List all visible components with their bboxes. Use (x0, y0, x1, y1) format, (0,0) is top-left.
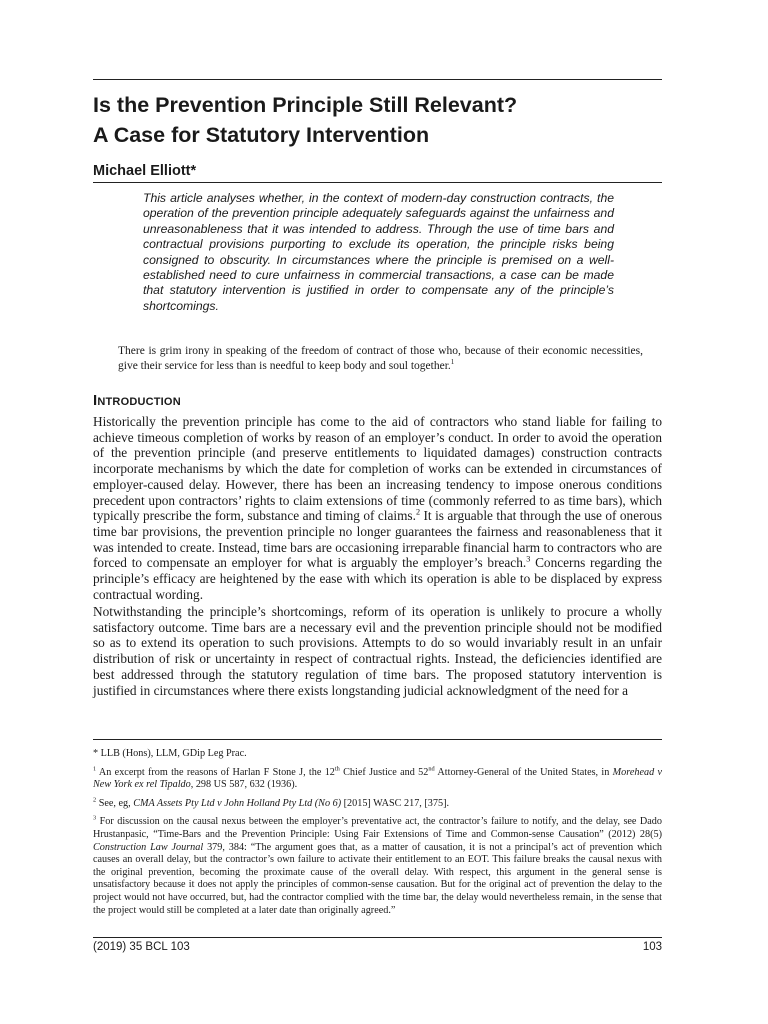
title-line-2: A Case for Statutory Intervention (93, 123, 430, 147)
footnote-1-text: An excerpt from the reasons of Harlan F Stone J, the 12 (96, 766, 335, 778)
footnote-2-text: [2015] WASC 217, [375]. (341, 797, 450, 809)
epigraph (118, 344, 643, 373)
para1-text-c: Concerns regarding the principle’s efficacy are heightened by the ease with which its operation is able to be displaced by express contractual wording. (93, 555, 662, 602)
ordinal-suffix: nd (428, 765, 435, 773)
footnote-2-number: 2 (93, 796, 97, 804)
epigraph-text: There is grim irony in speaking of the freedom of contract of those who, because of their economic necessities, give their service for less than is needful to keep body and soul together. (118, 345, 643, 372)
footer-rule (93, 937, 662, 938)
top-rule (93, 79, 662, 80)
footnote-1 (93, 767, 662, 792)
para1-text-b: It is arguable that through the use of onerous time bar provisions, the prevention principle no longer guarantees the fairness and reasonableness that it was intended to create. Instead, time bars are occasioning irreparable financial harm to contractors who are forced to compensate an employer for what is arguably the employer’s breach. (93, 508, 663, 571)
footnote-3-text: 379, 384: “The argument goes that, as a matter of causation, it is not a principal’s act of prevention which causes an overall delay, but the contractor’s own failure to activate their entitlement to an EOT. This failure breaks the causal nexus with the original prevention, becoming the proximate cause of the overall delay. With respect, this argument in the general sense is unsatisfactory because it does not apply the principles of common-sense causation. But for the original act of prevention the delay to the project would not have occurred, but, had the contractor complied with the time bar, the delay would nevertheless remain, in the sense that the project would still be completed at a later date than originally agreed.” (93, 841, 662, 916)
body-paragraph-1 (93, 414, 662, 602)
journal-name: Construction Law Journal (93, 841, 204, 853)
footnote-1-text: , 298 US 587, 632 (1936). (190, 779, 298, 791)
footnote-1-number: 1 (93, 765, 97, 773)
section-heading-introduction: Introduction (93, 392, 181, 409)
footnote-ref-1: 1 (450, 357, 455, 366)
footnote-rule (93, 739, 662, 740)
footnote-3 (93, 816, 662, 917)
case-name: CMA Assets Pty Ltd v John Holland Pty Ltd (No 6) (133, 797, 342, 809)
author-name: Michael Elliott* (93, 163, 197, 179)
page-number: 103 (642, 941, 662, 953)
body-paragraph-2: Notwithstanding the principle’s shortcomings, reform of its operation is unlikely to procure a wholly satisfactory outcome. Time bars are a necessary evil and the prevention principle should not be modified so as to extend its operation to such provisions. Attempts to do so would invariably result in an unfair distribution of risk or uncertainty in respect of contractual rights. Instead, the deficiencies identified are best addressed through the statutory regulation of time bars. The proposed statutory intervention is justified in circumstances where there exists longstanding judicial acknowledgment of the need for a (93, 604, 662, 698)
footnote-ref-3: 3 (526, 554, 531, 564)
para1-text-a: Historically the prevention principle has come to the aid of contractors who stand liable for failing to achieve timeous completion of works by reason of an employer’s conduct. In order to avoid the operation of the prevention principle (and preserve entitlements to liquidated damages) construction contracts incorporate mechanisms by which the date for completion of works can be extended in circumstances of employer-caused delay. However, there has been an increasing tendency to impose onerous conditions precedent upon contractors’ rights to claim extensions of time (commonly referred to as time bars), which typically prescribe the form, substance and timing of claims. (93, 414, 662, 524)
footnote-1-text: Chief Justice and 52 (339, 766, 429, 778)
footnote-1-text: Attorney-General of the United States, in (434, 766, 613, 778)
article-title (93, 90, 668, 150)
footnotes (93, 748, 662, 923)
case-name: Morehead v New York ex rel Tipaldo (93, 766, 663, 791)
ordinal-suffix: th (334, 765, 340, 773)
footnote-ref-2: 2 (415, 507, 421, 517)
journal-citation: (2019) 35 BCL 103 (93, 941, 190, 953)
footnote-author: * LLB (Hons), LLM, GDip Leg Prac. (93, 748, 247, 759)
author-rule (93, 182, 662, 183)
footnote-2 (93, 798, 662, 811)
abstract: This article analyses whether, in the context of modern-day construction contracts, the operation of the prevention principle adequately safeguards against the unfairness and unreasonableness that it was intended to address. Through the use of time bars and contractual provisions purporting to exclude its operation, the principle risks being consigned to obscurity. In circumstances where the principle is premised on a well-established need to cure unfairness in commercial transactions, a case can be made that statutory intervention is justified in order to compensate any of the principle’s shortcomings. (143, 191, 614, 313)
footnote-3-number: 3 (93, 814, 97, 822)
title-line-1: Is the Prevention Principle Still Relevant? (93, 93, 518, 117)
footnote-2-text: See, eg, (96, 797, 134, 809)
footnote-3-text: For discussion on the causal nexus between the employer’s preventative act, the contractor’s failure to notify, and the delay, see Dado Hrustanpasic, “Time-Bars and the Prevention Principle: Using Fair Extensions of Time and Common-sense Causation” (2012) 28(5) (93, 816, 662, 840)
